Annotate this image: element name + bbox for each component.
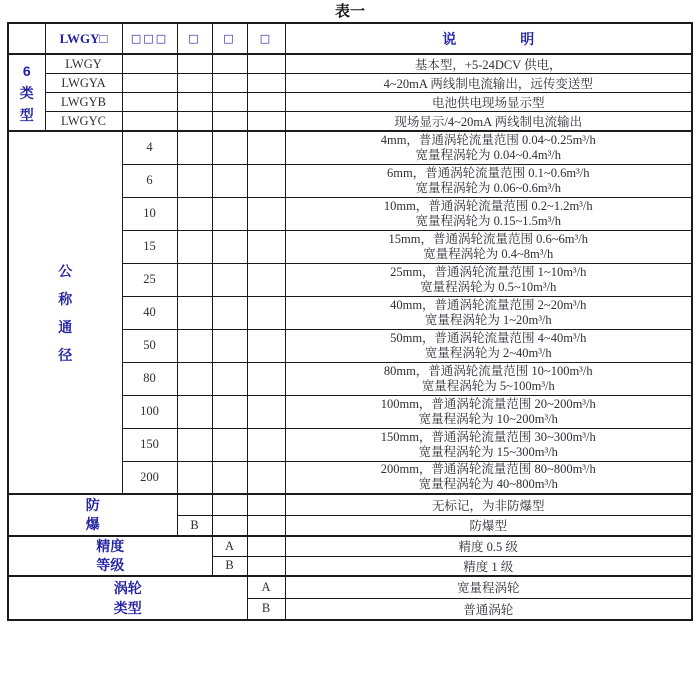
empty-cell	[177, 93, 212, 112]
diameter-code-cell: 6	[122, 164, 177, 197]
description-cell: 现场显示/4~20mA 两线制电流输出	[285, 112, 692, 132]
empty-cell	[247, 395, 285, 428]
description-cell: 25mm，普通涡轮流量范围 1~10m³/h 宽量程涡轮为 0.5~10m³/h	[285, 263, 692, 296]
empty-cell	[247, 131, 285, 164]
section-label-explosion: 防 爆	[8, 494, 177, 536]
empty-cell	[177, 164, 212, 197]
description-cell: 精度 1 级	[285, 556, 692, 576]
empty-cell	[212, 494, 247, 515]
empty-cell	[247, 461, 285, 494]
empty-cell	[122, 74, 177, 93]
empty-cell	[247, 428, 285, 461]
explosion-row	[8, 494, 692, 515]
accuracy-row	[8, 536, 692, 556]
col-header-turbine-box: □	[247, 23, 285, 54]
empty-cell	[247, 197, 285, 230]
model-code-cell: LWGYB	[45, 93, 122, 112]
col-header-accuracy-box: □	[212, 23, 247, 54]
empty-cell	[212, 131, 247, 164]
empty-cell	[177, 263, 212, 296]
col-header-diameter-boxes: □□□	[122, 23, 177, 54]
empty-cell	[212, 329, 247, 362]
description-cell: 电池供电现场显示型	[285, 93, 692, 112]
diameter-code-cell: 150	[122, 428, 177, 461]
description-cell: 100mm，普通涡轮流量范围 20~200m³/h 宽量程涡轮为 10~200m³/h	[285, 395, 692, 428]
type-row	[8, 74, 692, 93]
description-header-char2: 明	[520, 32, 535, 48]
section-label-type: 6 类 型	[8, 54, 45, 131]
turbine-code-cell: B	[247, 598, 285, 620]
explosion-code-cell	[177, 494, 212, 515]
description-cell: 防爆型	[285, 515, 692, 536]
empty-cell	[212, 461, 247, 494]
empty-cell	[177, 74, 212, 93]
empty-cell	[177, 54, 212, 74]
empty-cell	[177, 428, 212, 461]
empty-cell	[122, 112, 177, 132]
turbine-code-cell: A	[247, 576, 285, 598]
description-cell: 15mm，普通涡轮流量范围 0.6~6m³/h 宽量程涡轮为 0.4~8m³/h	[285, 230, 692, 263]
empty-cell	[212, 296, 247, 329]
accuracy-code-cell: B	[212, 556, 247, 576]
empty-cell	[212, 230, 247, 263]
empty-cell	[177, 461, 212, 494]
diameter-code-cell: 25	[122, 263, 177, 296]
page-title: 表一	[334, 4, 365, 20]
empty-cell	[177, 112, 212, 132]
empty-cell	[212, 197, 247, 230]
description-cell: 150mm，普通涡轮流量范围 30~300m³/h 宽量程涡轮为 15~300m³/h	[285, 428, 692, 461]
empty-cell	[212, 263, 247, 296]
diameter-code-cell: 40	[122, 296, 177, 329]
empty-cell	[212, 112, 247, 132]
section-label-accuracy: 精度 等级	[8, 536, 212, 576]
description-cell: 4~20mA 两线制电流输出，远传变送型	[285, 74, 692, 93]
model-code-cell: LWGYA	[45, 74, 122, 93]
empty-cell	[247, 164, 285, 197]
empty-cell	[122, 93, 177, 112]
empty-cell	[247, 263, 285, 296]
description-cell: 10mm，普通涡轮流量范围 0.2~1.2m³/h 宽量程涡轮为 0.15~1.5m³/h	[285, 197, 692, 230]
empty-cell	[247, 556, 285, 576]
empty-cell	[247, 329, 285, 362]
description-cell: 4mm，普通涡轮流量范围 0.04~0.25m³/h 宽量程涡轮为 0.04~0.4m³/h	[285, 131, 692, 164]
empty-cell	[212, 74, 247, 93]
description-cell: 200mm，普通涡轮流量范围 80~800m³/h 宽量程涡轮为 40~800m³/h	[285, 461, 692, 494]
description-cell: 普通涡轮	[285, 598, 692, 620]
diameter-code-cell: 100	[122, 395, 177, 428]
diameter-code-cell: 15	[122, 230, 177, 263]
section-label-diameter: 公 称 通 径	[8, 131, 122, 494]
diameter-code-cell: 10	[122, 197, 177, 230]
empty-cell	[177, 329, 212, 362]
description-cell: 50mm，普通涡轮流量范围 4~40m³/h 宽量程涡轮为 2~40m³/h	[285, 329, 692, 362]
empty-cell	[247, 536, 285, 556]
type-row	[8, 93, 692, 112]
empty-cell	[247, 515, 285, 536]
col-header-explosion-box: □	[177, 23, 212, 54]
model-selection-table	[7, 22, 693, 621]
header-empty-cell	[8, 23, 45, 54]
col-header-model: LWGY□	[45, 23, 122, 54]
empty-cell	[177, 395, 212, 428]
diameter-code-cell: 4	[122, 131, 177, 164]
description-cell: 基本型，+5-24DCV 供电，	[285, 54, 692, 74]
description-cell: 无标记，为非防爆型	[285, 494, 692, 515]
empty-cell	[247, 54, 285, 74]
description-cell: 40mm，普通涡轮流量范围 2~20m³/h 宽量程涡轮为 1~20m³/h	[285, 296, 692, 329]
empty-cell	[247, 494, 285, 515]
empty-cell	[247, 296, 285, 329]
empty-cell	[177, 230, 212, 263]
diameter-code-cell: 80	[122, 362, 177, 395]
description-cell: 精度 0.5 级	[285, 536, 692, 556]
empty-cell	[247, 112, 285, 132]
empty-cell	[247, 230, 285, 263]
type-row	[8, 54, 692, 74]
header-row	[8, 23, 692, 54]
empty-cell	[212, 395, 247, 428]
turbine-row	[8, 576, 692, 598]
empty-cell	[212, 362, 247, 395]
description-cell: 宽量程涡轮	[285, 576, 692, 598]
model-code-cell: LWGY	[45, 54, 122, 74]
diameter-row	[8, 131, 692, 164]
empty-cell	[177, 131, 212, 164]
diameter-code-cell: 50	[122, 329, 177, 362]
empty-cell	[212, 428, 247, 461]
empty-cell	[177, 296, 212, 329]
empty-cell	[177, 362, 212, 395]
type-row	[8, 112, 692, 132]
description-cell: 80mm，普通涡轮流量范围 10~100m³/h 宽量程涡轮为 5~100m³/h	[285, 362, 692, 395]
description-header-char1: 说	[442, 32, 457, 48]
empty-cell	[212, 93, 247, 112]
empty-cell	[212, 515, 247, 536]
empty-cell	[247, 93, 285, 112]
empty-cell	[247, 74, 285, 93]
model-code-cell: LWGYC	[45, 112, 122, 132]
empty-cell	[212, 54, 247, 74]
accuracy-code-cell: A	[212, 536, 247, 556]
col-header-description	[285, 23, 692, 54]
empty-cell	[212, 164, 247, 197]
empty-cell	[177, 197, 212, 230]
explosion-code-cell: B	[177, 515, 212, 536]
empty-cell	[247, 362, 285, 395]
diameter-code-cell: 200	[122, 461, 177, 494]
description-cell: 6mm，普通涡轮流量范围 0.1~0.6m³/h 宽量程涡轮为 0.06~0.6m³/h	[285, 164, 692, 197]
section-label-turbine: 涡轮 类型	[8, 576, 247, 620]
empty-cell	[122, 54, 177, 74]
